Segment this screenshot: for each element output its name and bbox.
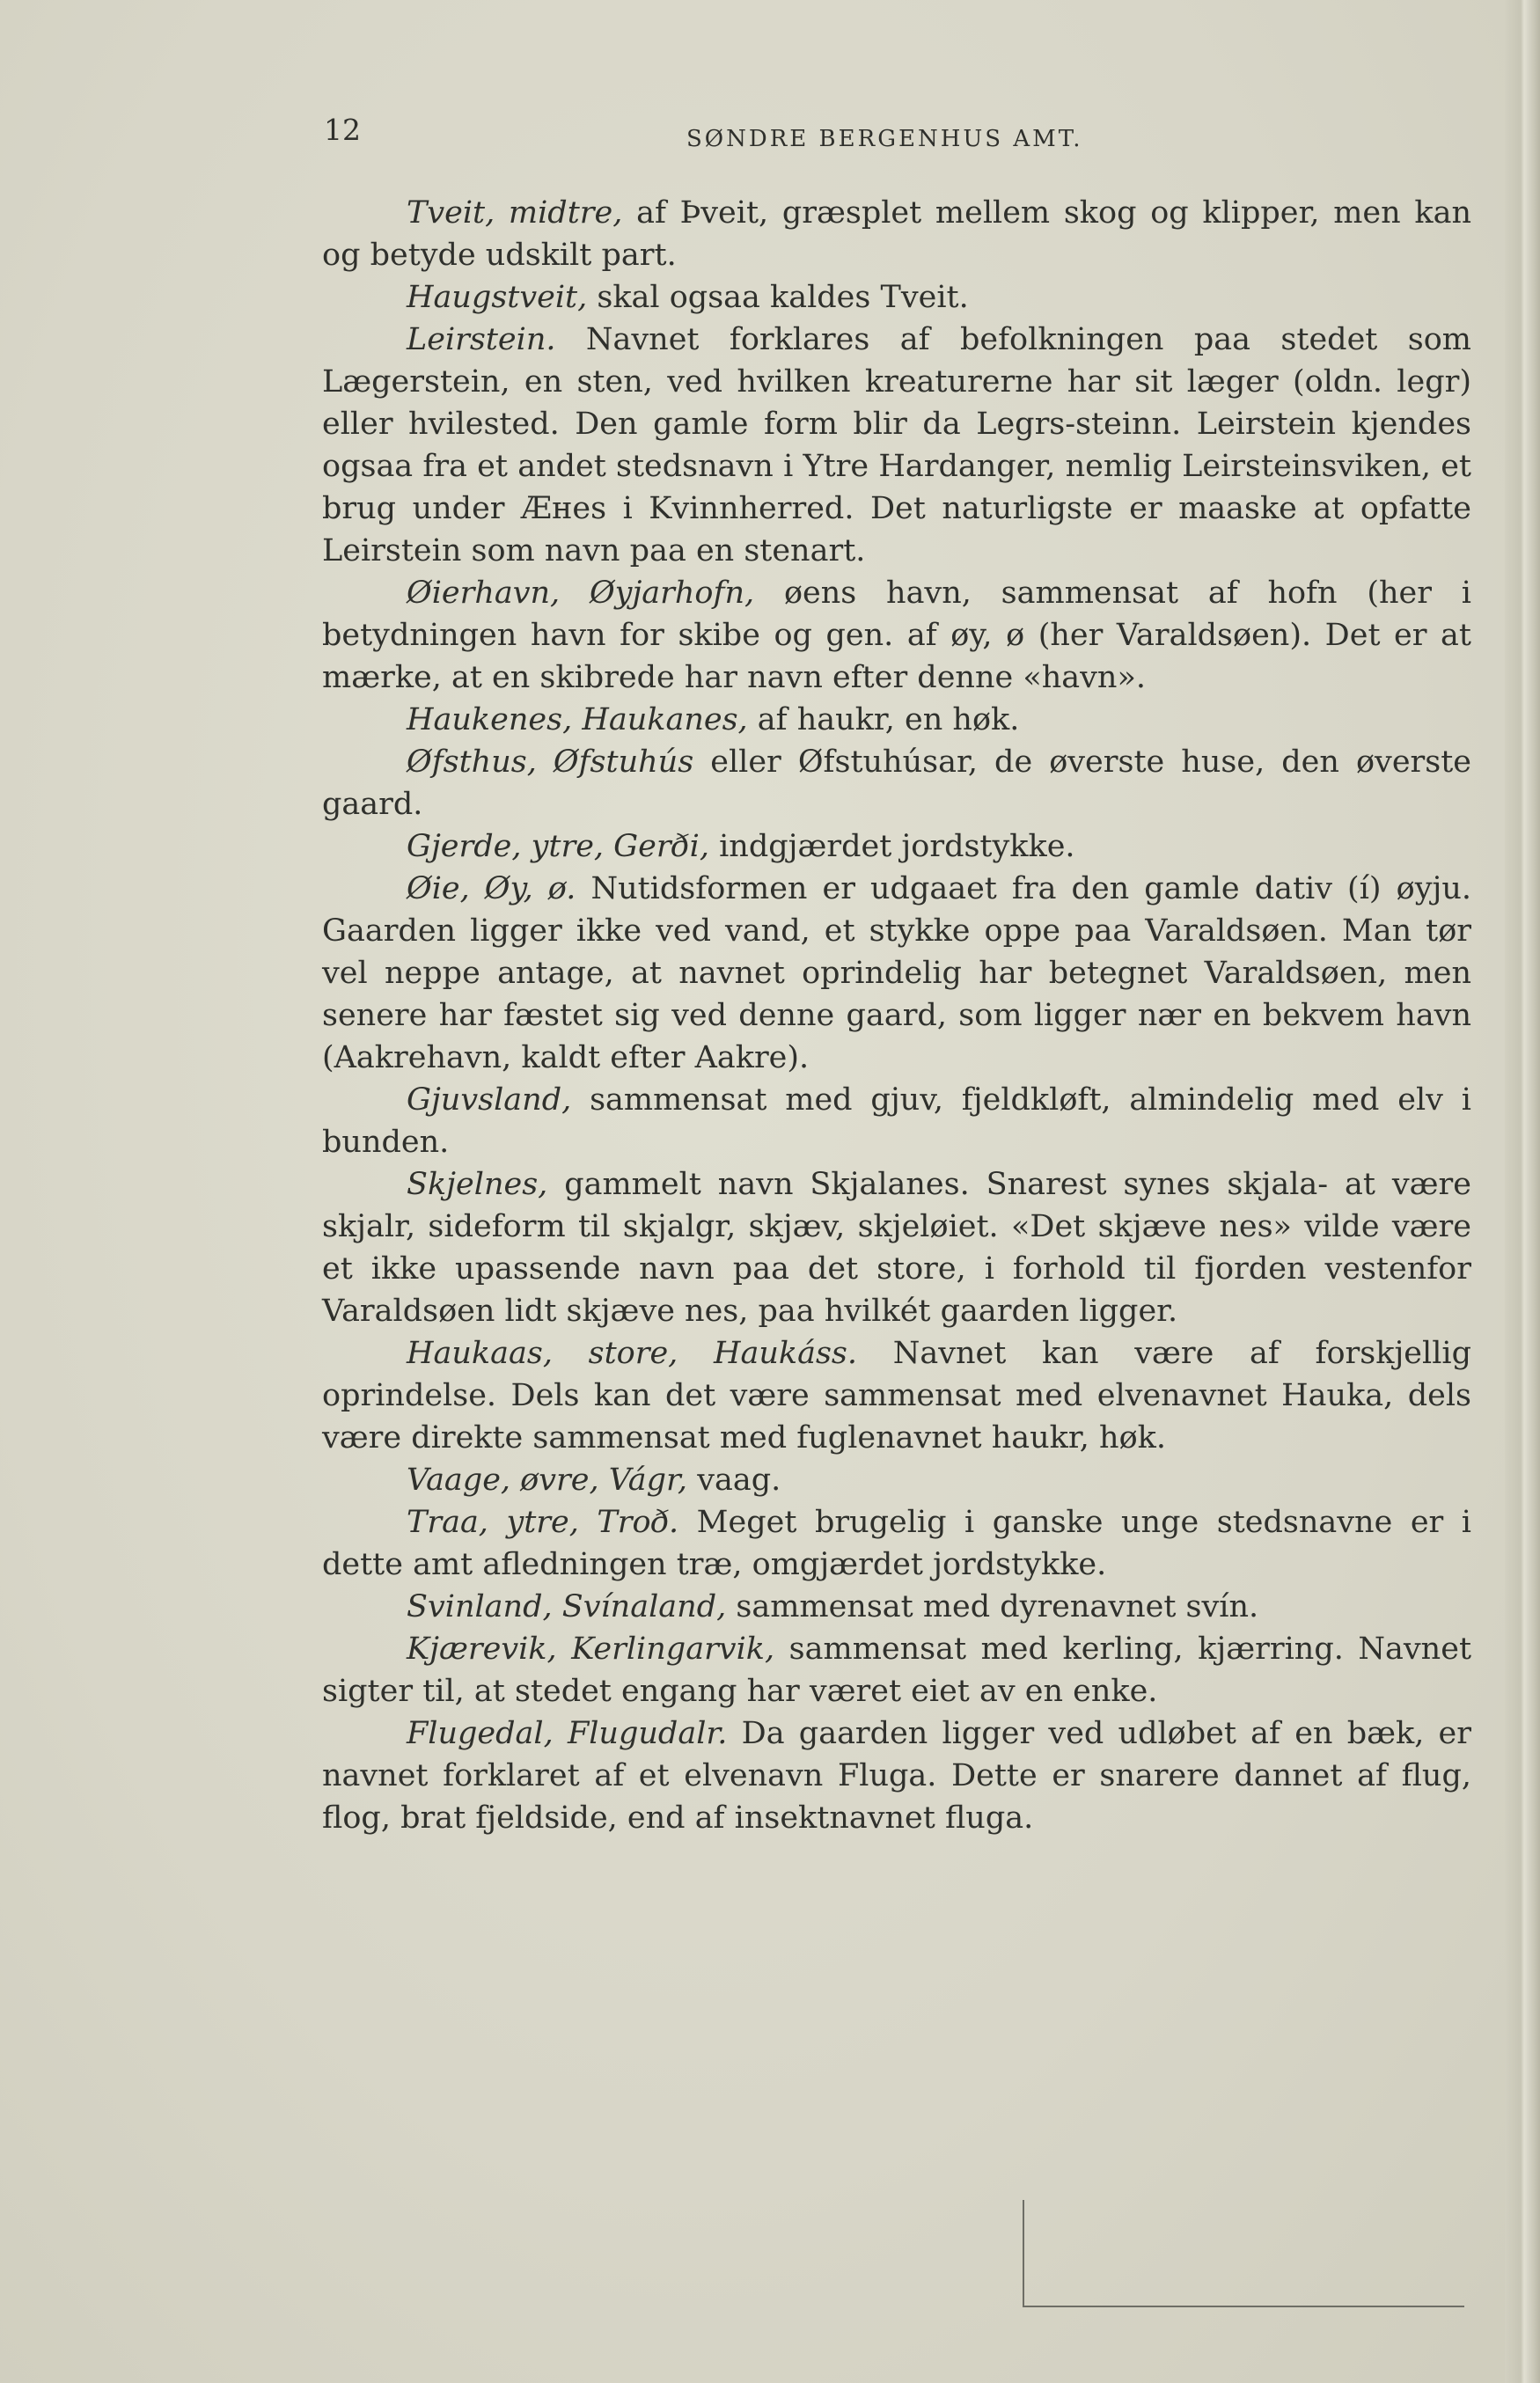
entry-skjelnes [322,1163,1471,1332]
entry-term: Øie, Øy, ø. [407,871,576,906]
entry-term: Gjuvsland, [407,1082,572,1118]
entry-term: Skjelnes, [407,1167,548,1202]
entry-leirstein [322,319,1471,572]
entry-text: vaag. [687,1463,781,1498]
page-edge [1505,0,1540,2383]
entry-term: Leirstein. [407,322,556,357]
page-number: 12 [324,113,361,147]
entry-term: Haugstveit, [407,280,588,315]
entry-text: Meget brugelig i ganske unge stedsnavne er i dette amt afledningen træ, omgjærdet jordstykke. [322,1505,1471,1582]
entry-term: Flugedal, Flugudalr. [407,1716,728,1751]
entry-text: sammensat med dyrenavnet svín. [726,1589,1259,1624]
entry-text: øens havn, sammensat af hofn (her i betydningen havn for skibe og gen. af øy, ø (her Varaldsøen). Det er at mærke, at en skibrede har navn efter denne «havn». [322,576,1471,695]
entry-text: Navnet kan være af forskjellig oprindelse. Dels kan det være sammensat med elvenavnet Hauka, dels være direkte sammensat med fuglenavnet haukr, høk. [322,1336,1471,1455]
entry-traa [322,1501,1471,1586]
corner-bracket-mark [1023,2200,1464,2307]
running-head: SØNDRE BERGENHUS AMT. [686,126,1083,152]
entry-tveit [322,192,1471,276]
entry-vaage [322,1459,1471,1501]
entry-gjuvsland [322,1079,1471,1163]
entry-term: Haukaas, store, Haukáss. [407,1336,858,1371]
page-header [324,113,1477,165]
entry-text: sammensat med gjuv, fjeldkløft, almindelig med elv i bunden. [322,1082,1471,1160]
entry-term: Traa, ytre, Troð. [407,1505,679,1540]
entry-kjaerevik [322,1628,1471,1712]
entry-text: Navnet forklares af befolkningen paa stedet som Lægerstein, en sten, ved hvilken kreaturerne har sit læger (oldn. legr) eller hvilested. Den gamle form blir da Legrs-steinn. Leirstein kjendes ogsaa fra et andet stedsnavn i Ytre Hardanger, nemlig Leirsteinsviken, et brug under Æнes i Kvinnherred. Det naturligste er maaske at opfatte Leirstein som navn paa en stenart. [322,322,1471,568]
entry-term: Øfsthus, Øfstuhús [407,744,694,780]
entry-text: skal ogsaa kaldes Tveit. [587,280,969,315]
entry-haukenes [322,699,1471,741]
entry-term: Tveit, midtre, [407,195,623,231]
entry-term: Øierhavn, Øyjarhofn, [407,576,755,611]
entry-oie [322,868,1471,1079]
entry-text: indgjærdet jordstykke. [708,829,1075,864]
entry-text: Da gaarden ligger ved udløbet af en bæk, er navnet forklaret af et elvenavn Fluga. Dette er snarere dannet af flug, flog, brat fjeldside, end af insektnavnet fluga. [322,1716,1472,1836]
entry-text: eller Øfstuhúsar, de øverste huse, den øverste gaard. [322,744,1471,822]
entry-haukaas [322,1332,1471,1459]
entry-text: sammensat med kerling, kjærring. Navnet sigter til, at stedet engang har været eiet av en enke. [322,1631,1472,1709]
entry-gjerde [322,825,1471,868]
page-body [322,192,1471,1839]
entry-text: Nutidsformen er udgaaet fra den gamle dativ (í) øyju. Gaarden ligger ikke ved vand, et stykke oppe paa Varaldsøen. Man tør vel neppe antage, at navnet oprindelig har betegnet Varaldsøen, men senere har fæstet sig ved denne gaard, som ligger nær en bekvem havn (Aakrehavn, kaldt efter Aakre). [322,871,1471,1075]
entry-term: Kjærevik, Kerlingarvik, [407,1631,775,1667]
entry-text: gammelt navn Skjalanes. Snarest synes skjala- at være skjalr, sideform til skjalgr, skjæv, skjeløiet. «Det skjæve nes» vilde være et ikke upassende navn paa det store, i forhold til fjorden vestenfor Varaldsøen lidt skjæve nes, paa hvilkét gaarden ligger. [322,1167,1471,1329]
entry-text: af Þveit, græsplet mellem skog og klipper, men kan og betyde udskilt part. [322,195,1471,273]
entry-term: Svinland, Svínaland, [407,1589,727,1624]
entry-flugedal [322,1712,1471,1839]
entry-term: Vaage, øvre, Vágr, [407,1463,688,1498]
entry-term: Gjerde, ytre, Gerði, [407,829,709,864]
entry-haugstveit [322,276,1471,319]
entry-text: af haukr, en høk. [747,702,1020,737]
entry-term: Haukenes, Haukanes, [407,702,748,737]
entry-ofsthus [322,741,1471,825]
entry-svinland [322,1586,1471,1628]
entry-oierhavn [322,572,1471,699]
